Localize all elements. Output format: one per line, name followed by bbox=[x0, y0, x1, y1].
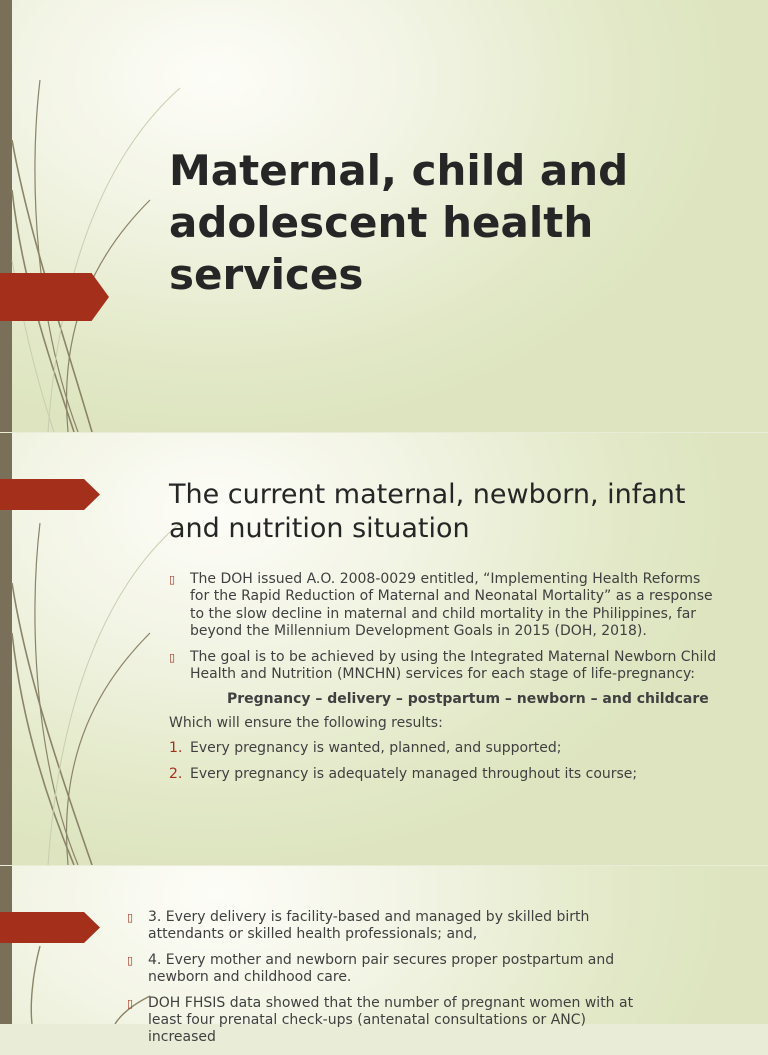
numbered-item bbox=[169, 740, 719, 757]
square-bullet-icon: ▯ bbox=[127, 953, 134, 967]
slide-body bbox=[169, 571, 719, 791]
bullet-item bbox=[127, 952, 647, 987]
bullet-text: DOH FHSIS data showed that the number of pregnant women with at least four prenatal check-ups (antenatal consultations or ANC) increased bbox=[148, 994, 634, 1046]
numbered-item bbox=[169, 766, 719, 783]
life-stages-text: Pregnancy – delivery – postpartum – newborn – and childcare bbox=[227, 691, 709, 708]
results-intro: Which will ensure the following results: bbox=[169, 714, 443, 731]
slide-heading: The current maternal, newborn, infant and nutrition situation bbox=[169, 479, 686, 544]
item-number: 2. bbox=[169, 765, 183, 782]
title-accent-tab bbox=[0, 273, 109, 321]
section-accent-tab bbox=[0, 912, 100, 943]
square-bullet-icon: ▯ bbox=[127, 911, 134, 924]
item-text: Every pregnancy is wanted, planned, and supported; bbox=[190, 740, 562, 757]
section-accent-tab bbox=[0, 479, 100, 510]
square-bullet-icon: ▯ bbox=[127, 996, 134, 1010]
bullet-text: 3. Every delivery is facility-based and managed by skilled birth attendants or skilled health professionals; and, bbox=[148, 909, 590, 943]
item-text: Every pregnancy is adequately managed throughout its course; bbox=[190, 765, 638, 782]
slide-body bbox=[127, 909, 647, 1055]
bullet-text: The DOH issued A.O. 2008-0029 entitled, “Implementing Health Reforms for the Rapid Reduction of Maternal and Neonatal Mortality” as a response to the slow decline in maternal and child mortality in the Philippines, far beyond the Millennium Development Goals in 2015 (DOH, 2018). bbox=[190, 571, 713, 640]
square-bullet-icon: ▯ bbox=[169, 650, 176, 664]
slide-title: Maternal, child and adolescent health services bbox=[169, 146, 629, 299]
bullet-item bbox=[169, 649, 719, 684]
bullet-text: The goal is to be achieved by using the Integrated Maternal Newborn Child Health and Nutrition (MNCHN) services for each stage of life-pregnancy: bbox=[190, 648, 717, 683]
square-bullet-icon: ▯ bbox=[169, 573, 176, 586]
bullet-item bbox=[127, 995, 647, 1047]
bullet-item bbox=[169, 571, 719, 641]
bullet-item bbox=[127, 909, 647, 944]
item-number: 1. bbox=[169, 740, 183, 757]
bullet-text: 4. Every mother and newborn pair secures proper postpartum and newborn and childhood care. bbox=[148, 951, 615, 986]
